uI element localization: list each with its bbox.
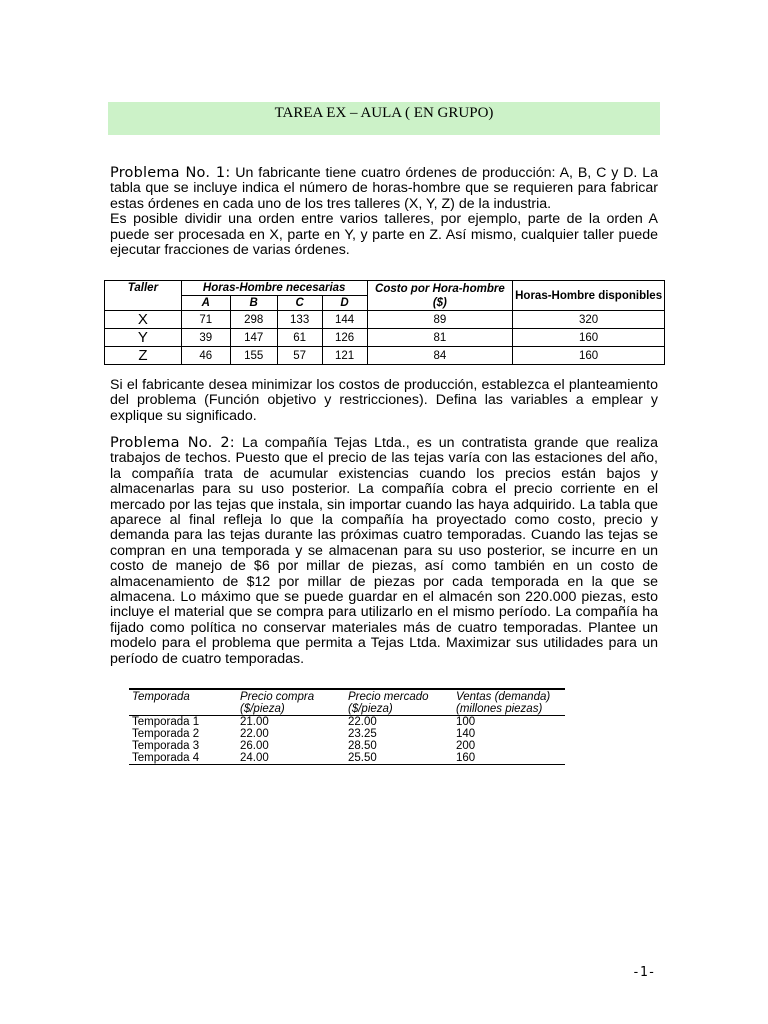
cell-d: 126	[322, 329, 367, 347]
problem1-title: Problema No. 1:	[110, 165, 231, 181]
problem2-body	[110, 436, 658, 667]
cell-c: 57	[277, 347, 322, 365]
header-taller: Taller	[105, 281, 182, 311]
cell-precio-mercado: 25.50	[345, 752, 453, 765]
cell-precio-mercado: 22.00	[348, 716, 377, 728]
table-row	[129, 728, 565, 740]
problem1-text2: Es posible dividir una orden entre varios talleres, por ejemplo, parte de la orden A puede ser procesada en X, parte en Y, y parte en Z. Así mismo, cualquier taller puede ejecutar fracciones de varias órdenes.	[110, 211, 658, 259]
cell-ventas: 100	[456, 716, 476, 728]
table-row	[129, 752, 565, 765]
cell-temporada: Temporada 4	[129, 752, 237, 765]
header-ventas: Ventas (demanda)	[453, 689, 565, 703]
cell-d: 121	[322, 347, 367, 365]
cell-ventas: 200	[456, 740, 476, 752]
cell-costo: 89	[367, 311, 513, 329]
header-disponibles: Horas-Hombre disponibles	[513, 281, 665, 311]
table-row	[105, 329, 665, 347]
cell-c: 133	[277, 311, 322, 329]
problem2-title: Problema No. 2:	[110, 435, 235, 451]
cell-precio-compra: 21.00	[240, 716, 269, 728]
table-row	[129, 740, 565, 752]
cell-c: 61	[277, 329, 322, 347]
row-label: Y	[105, 329, 182, 347]
cell-precio-compra: 22.00	[240, 728, 269, 740]
cell-precio-mercado: 28.50	[348, 740, 377, 752]
header-unit-blank	[129, 703, 237, 716]
problem1-intro	[110, 166, 658, 258]
cell-precio-compra: 24.00	[237, 752, 345, 765]
table-row	[105, 347, 665, 365]
table-row	[105, 311, 665, 329]
cell-costo: 84	[367, 347, 513, 365]
cell-ventas: 140	[456, 728, 476, 740]
cell-d: 144	[322, 311, 367, 329]
header-temporada: Temporada	[129, 689, 237, 703]
subheader-d: D	[322, 296, 367, 311]
cell-costo: 81	[367, 329, 513, 347]
subheader-c: C	[277, 296, 322, 311]
cell-a: 71	[181, 311, 230, 329]
page-title: TAREA EX – AULA ( EN GRUPO)	[108, 102, 660, 135]
cell-temporada: Temporada 1	[132, 716, 200, 728]
subheader-a: A	[181, 296, 230, 311]
problem1-text1: Un fabricante tiene cuatro órdenes de producción: A, B, C y D. La tabla que se incluye indica el número de horas-hombre que se requieren para fabricar estas órdenes en cada uno de los tres talleres (X, Y, Z) de la industria.	[110, 165, 658, 212]
header-precio-mercado: Precio mercado	[345, 689, 453, 703]
header-unit-mercado: ($/pieza)	[345, 703, 453, 716]
cell-b: 155	[230, 347, 277, 365]
cell-ventas: 160	[453, 752, 565, 765]
seasons-table	[129, 688, 565, 765]
header-costo: Costo por Hora-hombre ($)	[367, 281, 513, 311]
header-horas-necesarias: Horas-Hombre necesarias	[181, 281, 367, 296]
cell-precio-compra: 26.00	[240, 740, 269, 752]
cell-b: 298	[230, 311, 277, 329]
header-unit-compra: ($/pieza)	[237, 703, 345, 716]
cell-temporada: Temporada 3	[132, 740, 200, 752]
header-precio-compra: Precio compra	[237, 689, 345, 703]
cell-disp: 160	[513, 347, 665, 365]
cell-a: 46	[181, 347, 230, 365]
row-label: Z	[105, 347, 182, 365]
cell-a: 39	[181, 329, 230, 347]
problem1-question	[110, 378, 658, 424]
workshop-hours-table	[104, 280, 665, 365]
cell-disp: 160	[513, 329, 665, 347]
cell-precio-mercado: 23.25	[348, 728, 377, 740]
problem1-question-text: Si el fabricante desea minimizar los costos de producción, establezca el planteamiento del problema (Función objetivo y restricciones). Defina las variables a emplear y explique su significado.	[110, 377, 658, 424]
row-label: X	[105, 311, 182, 329]
problem2-text: La compañía Tejas Ltda., es un contratista grande que realiza trabajos de techos. Puesto que el precio de las tejas varía con las estaciones del año, la compañía trata de acumular existencias cuando los precios están bajos y almacenarlas para su uso posterior. La compañía cobra el precio corriente en el mercado por las tejas que instala, sin importar cuando las haya adquirido. La tabla que aparece al final refleja lo que la compañía ha proyectado como costo, precio y demanda para las tejas durante las próximas cuatro temporadas. Cuando las tejas se compran en una temporada y se almacenan para su uso posterior, se incurre en un costo de manejo de $6 por millar de piezas, así como también en un costo de almacenamiento de $12 por millar de piezas por cada temporada en la que se almacena. Lo máximo que se puede guardar en el almacén son 220.000 piezas, esto incluye el material que se compra para utilizarlo en el mismo período. La compañía ha fijado como política no conservar materiales más de cuatro temporadas. Plantee un modelo para el problema que permita a Tejas Ltda. Maximizar sus utilidades para un período de cuatro temporadas.	[110, 435, 658, 667]
subheader-b: B	[230, 296, 277, 311]
cell-temporada: Temporada 2	[132, 728, 200, 740]
header-unit-ventas: (millones piezas)	[453, 703, 565, 716]
table-row	[129, 716, 565, 729]
page-number: -1-	[632, 965, 656, 980]
cell-b: 147	[230, 329, 277, 347]
cell-disp: 320	[513, 311, 665, 329]
